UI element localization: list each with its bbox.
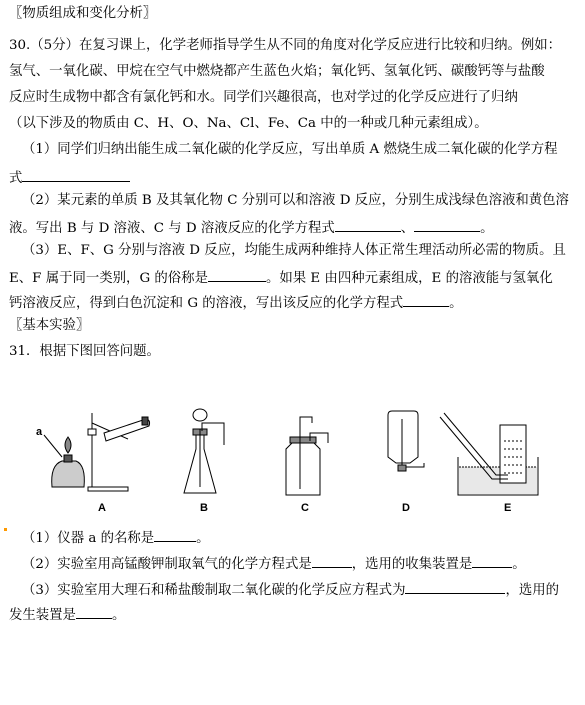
q31-title: 31．根据下图回答问题。 bbox=[9, 344, 160, 359]
q30-stem-line-2: 氢气、一氧化碳、甲烷在空气中燃烧都产生蓝色火焰；氧化钙、氢氧化钙、碳酸钙等与盐酸 bbox=[9, 64, 545, 79]
answer-blank[interactable] bbox=[472, 554, 512, 568]
label-a: a bbox=[36, 426, 43, 438]
period-text: 。 bbox=[480, 221, 494, 236]
q31-part1 bbox=[22, 528, 210, 547]
q30-part1-line-2 bbox=[9, 168, 130, 187]
answer-blank[interactable] bbox=[208, 268, 266, 282]
q30-part3-text-b: 。如果 E 由四种元素组成，E 的溶液能与氢氧化 bbox=[265, 271, 553, 286]
q30-stem-line-3: 反应时生成物中都含有氯化钙和水。同学们兴趣很高，也对学过的化学反应进行了归纳 bbox=[9, 90, 518, 105]
q31-part2 bbox=[22, 554, 526, 573]
q30-part3-text-a: E、F 属于同一类别，G 的俗称是 bbox=[9, 271, 208, 286]
lab-apparatus-figure bbox=[28, 403, 558, 515]
period-text: 。 bbox=[196, 531, 210, 546]
q30-part3-line-3 bbox=[9, 293, 463, 312]
period-text: 。 bbox=[111, 608, 126, 623]
label-E: E bbox=[504, 502, 512, 514]
section-header-basic-experiment: 〖基本实验〗 bbox=[9, 318, 90, 333]
q30-part2-text: 液。写出 B 与 D 溶液、C 与 D 溶液反应的化学方程式 bbox=[9, 221, 335, 236]
period-text: 。 bbox=[512, 557, 526, 572]
q31-part3-text-a: （3）实验室用大理石和稀盐酸制取二氧化碳的化学反应方程式为 bbox=[22, 583, 406, 598]
q30-part3-text-c: 钙溶液反应，得到白色沉淀和 G 的溶液，写出该反应的化学方程式 bbox=[9, 296, 404, 311]
q31-part3-line-1 bbox=[22, 580, 559, 599]
margin-marker bbox=[4, 528, 7, 531]
q30-part2-line-1: （2）某元素的单质 B 及其氧化物 C 分别可以和溶液 D 反应，分别生成浅绿色溶液和黄色溶 bbox=[22, 193, 569, 208]
q30-stem-line-4: （以下涉及的物质由 C、H、O、Na、Cl、Fe、Ca 中的一种或几种元素组成）。 bbox=[9, 116, 488, 131]
q30-part3-line-1: （3）E、F、G 分别与溶液 D 反应，均能生成两种维持人体正常生理活动所必需的物质。且 bbox=[22, 243, 566, 258]
separator-text: 、 bbox=[400, 221, 415, 236]
apparatus-d-collection bbox=[388, 411, 424, 471]
q30-part1-line-1: （1）同学们归纳出能生成二氧化碳的化学反应，写出单质 A 燃烧生成二氧化碳的化学方程 bbox=[22, 142, 558, 157]
answer-blank[interactable] bbox=[154, 528, 196, 542]
q31-part3-text-c: 发生装置是 bbox=[9, 608, 76, 623]
label-C: C bbox=[301, 502, 309, 514]
label-B: B bbox=[200, 502, 208, 514]
q31-part2-text-a: （2）实验室用高锰酸钾制取氧气的化学方程式是 bbox=[22, 557, 312, 572]
apparatus-e-water-trough bbox=[440, 413, 538, 495]
answer-blank[interactable] bbox=[76, 605, 112, 619]
q30-stem-line-1: 30.（5分）在复习课上，化学老师指导学生从不同的角度对化学反应进行比较和归纳。例如： bbox=[9, 38, 562, 53]
apparatus-b-flask bbox=[184, 409, 224, 493]
q31-part1-text: （1）仪器 a 的名称是 bbox=[22, 531, 155, 546]
apparatus-c-bottle bbox=[286, 417, 328, 495]
answer-blank[interactable] bbox=[22, 168, 130, 182]
period-text: 。 bbox=[449, 296, 463, 311]
section-header-composition: 〖物质组成和变化分析〗 bbox=[9, 6, 157, 21]
q31-part2-text-b: ，选用的收集装置是 bbox=[351, 557, 473, 572]
answer-blank[interactable] bbox=[335, 218, 401, 232]
label-A: A bbox=[98, 502, 106, 514]
q30-part1-text: 式 bbox=[9, 171, 23, 186]
apparatus-a-heating bbox=[44, 413, 150, 491]
q31-part3-line-2 bbox=[9, 605, 125, 624]
q30-part2-line-2 bbox=[9, 218, 494, 237]
answer-blank[interactable] bbox=[405, 580, 505, 594]
answer-blank[interactable] bbox=[312, 554, 352, 568]
answer-blank[interactable] bbox=[414, 218, 480, 232]
q31-part3-text-b: ，选用的 bbox=[505, 583, 560, 598]
q30-part3-line-2 bbox=[9, 268, 553, 287]
label-D: D bbox=[402, 502, 410, 514]
answer-blank[interactable] bbox=[403, 293, 449, 307]
